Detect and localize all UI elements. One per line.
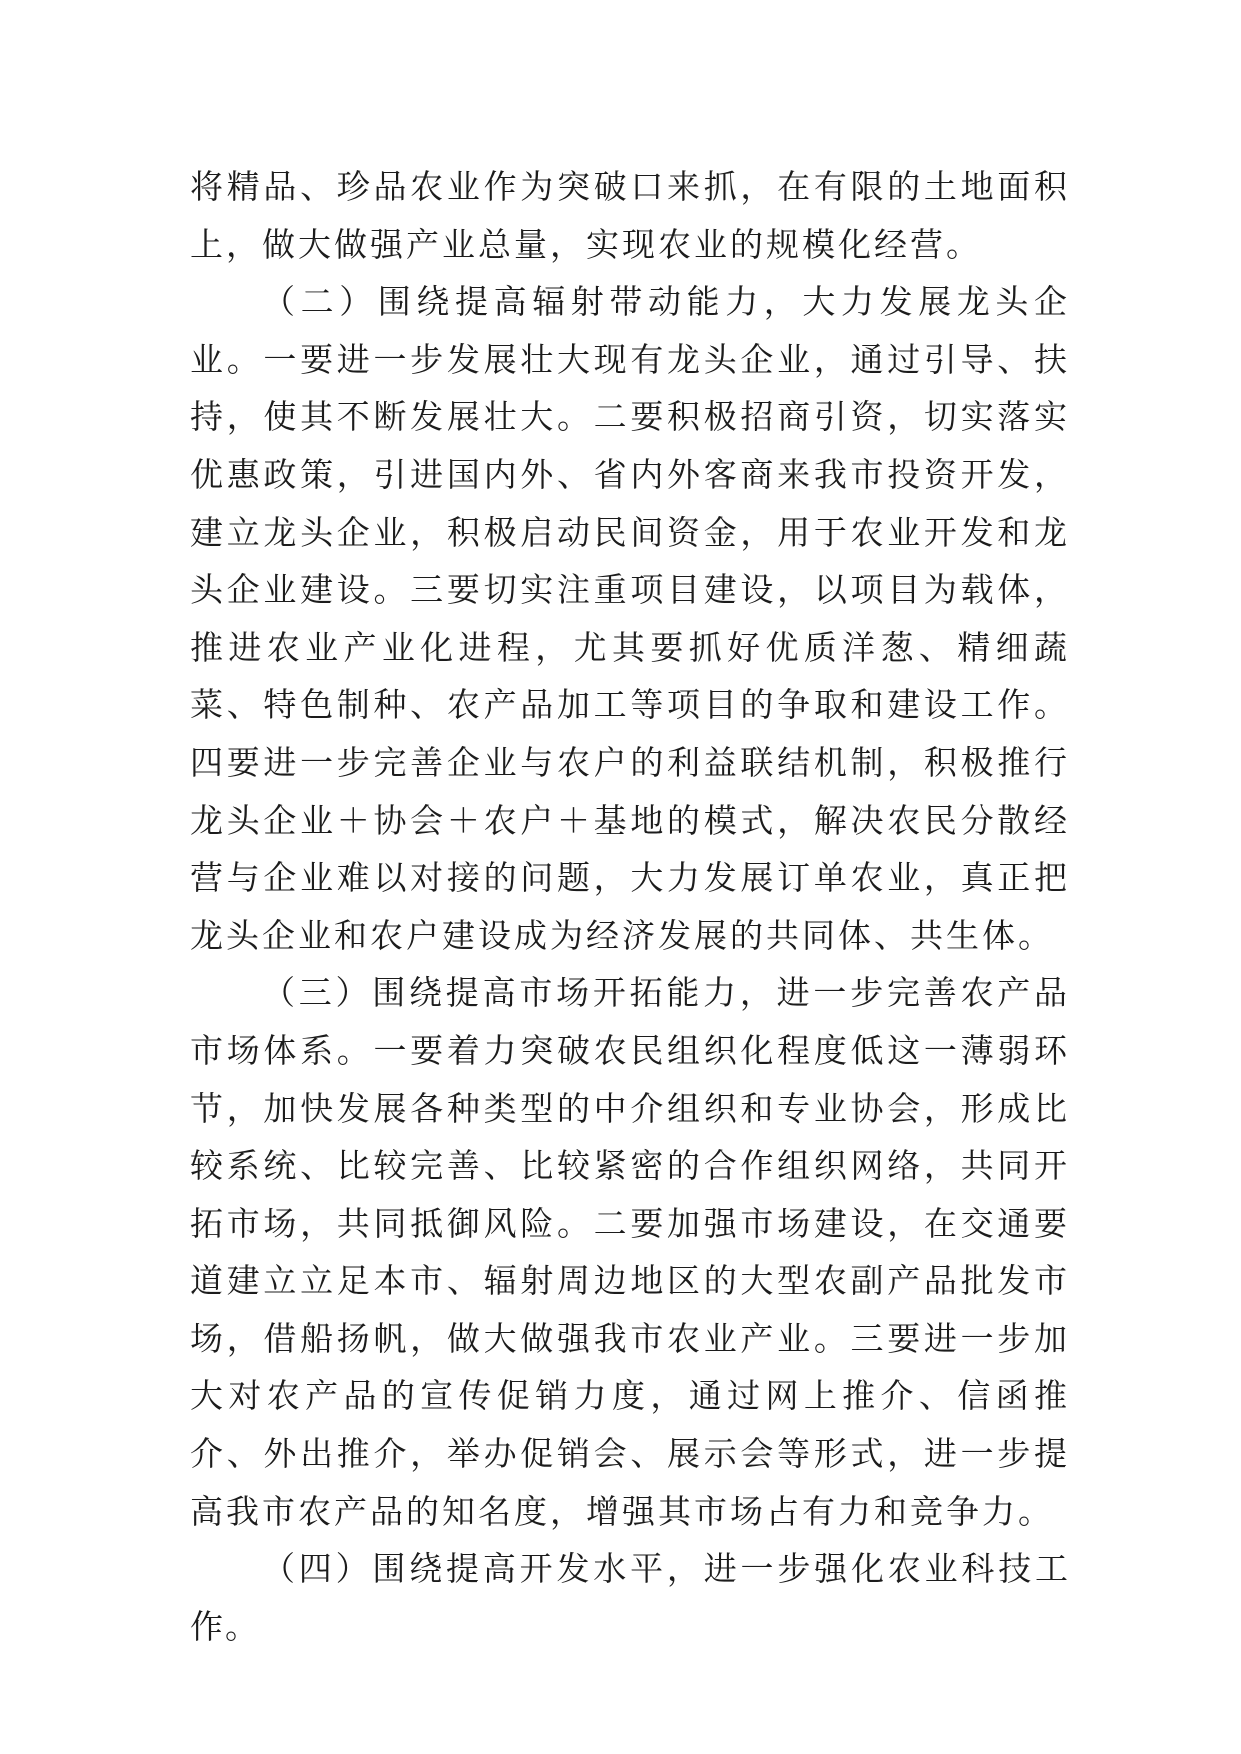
paragraph-continuation: 将精品、珍品农业作为突破口来抓，在有限的土地面积上，做大做强产业总量，实现农业的规模化经营。 [190,167,1070,264]
paragraph-section-2: （二）围绕提高辐射带动能力，大力发展龙头企业。一要进一步发展壮大现有龙头企业，通过引导、扶持，使其不断发展壮大。二要积极招商引资，切实落实优惠政策，引进国内外、省内外客商来我市投资开发，建立龙头企业，积极启动民间资金，用于农业开发和龙头企业建设。三要切实注重项目建设，以项目为载体，推进农业产业化进程，尤其要抓好优质洋葱、精细蔬菜、特色制种、农产品加工等项目的争取和建设工作。四要进一步完善企业与农户的利益联结机制，积极推行龙头企业＋协会＋农户＋基地的模式，解决农民分散经营与企业难以对接的问题，大力发展订单农业，真正把龙头企业和农户建设成为经济发展的共同体、共生体。 [190,282,1070,955]
paragraph-section-3: （三）围绕提高市场开拓能力，进一步完善农产品市场体系。一要着力突破农民组织化程度低这一薄弱环节，加快发展各种类型的中介组织和专业协会，形成比较系统、比较完善、比较紧密的合作组织网络，共同开拓市场，共同抵御风险。二要加强市场建设，在交通要道建立立足本市、辐射周边地区的大型农副产品批发市场，借船扬帆，做大做强我市农业产业。三要进一步加大对农产品的宣传促销力度，通过网上推介、信函推介、外出推介，举办促销会、展示会等形式，进一步提高我市农产品的知名度，增强其市场占有力和竞争力。 [190,973,1070,1531]
document-body [190,158,1070,1655]
paragraph-section-4: （四）围绕提高开发水平，进一步强化农业科技工作。 [190,1549,1070,1646]
